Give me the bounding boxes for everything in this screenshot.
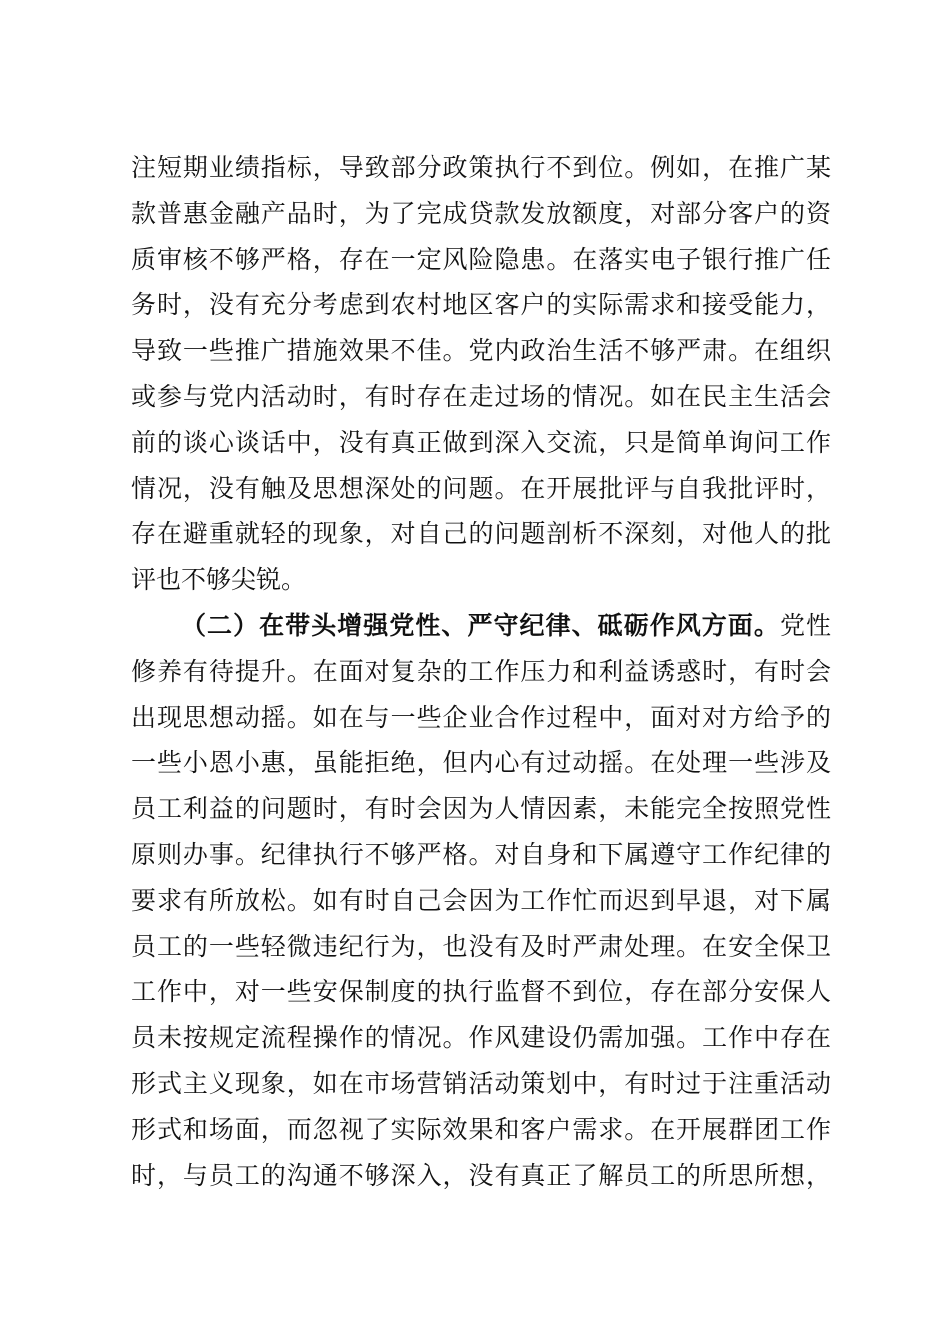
heading-line-text: 党性 bbox=[779, 610, 831, 640]
text-line: 员未按规定流程操作的情况。作风建设仍需加强。工作中存在 bbox=[131, 1023, 831, 1053]
text-line: 要求有所放松。如有时自己会因为工作忙而迟到早退，对下属 bbox=[131, 885, 831, 915]
text-line: 出现思想动摇。如在与一些企业合作过程中，面对对方给予的 bbox=[131, 702, 831, 732]
text-line: 前的谈心谈话中，没有真正做到深入交流，只是简单询问工作 bbox=[131, 427, 831, 457]
body-text bbox=[131, 145, 831, 1198]
text-line: 一些小恩小惠，虽能拒绝，但内心有过动摇。在处理一些涉及 bbox=[131, 748, 831, 778]
section-heading-line bbox=[131, 603, 831, 649]
text-line: 或参与党内活动时，有时存在走过场的情况。如在民主生活会 bbox=[131, 381, 831, 411]
text-line: 存在避重就轻的现象，对自己的问题剖析不深刻，对他人的批 bbox=[131, 519, 831, 549]
text-line: 款普惠金融产品时，为了完成贷款发放额度，对部分客户的资 bbox=[131, 198, 831, 228]
text-line: 工作中，对一些安保制度的执行监督不到位，存在部分安保人 bbox=[131, 977, 831, 1007]
text-line: 形式和场面，而忽视了实际效果和客户需求。在开展群团工作 bbox=[131, 1114, 831, 1144]
text-line: 注短期业绩指标，导致部分政策执行不到位。例如，在推广某 bbox=[131, 153, 831, 182]
text-line: 时，与员工的沟通不够深入，没有真正了解员工的所思所想， bbox=[131, 1160, 831, 1190]
text-line: 质审核不够严格，存在一定风险隐患。在落实电子银行推广任 bbox=[131, 244, 831, 274]
text-line: 情况，没有触及思想深处的问题。在开展批评与自我批评时， bbox=[131, 473, 831, 503]
text-line: 修养有待提升。在面对复杂的工作压力和利益诱惑时，有时会 bbox=[131, 656, 831, 686]
text-line: 原则办事。纪律执行不够严格。对自身和下属遵守工作纪律的 bbox=[131, 839, 831, 869]
text-line: 评也不够尖锐。 bbox=[131, 565, 307, 595]
text-line: 导致一些推广措施效果不佳。党内政治生活不够严肃。在组织 bbox=[131, 336, 831, 366]
text-line: 务时，没有充分考虑到农村地区客户的实际需求和接受能力， bbox=[131, 290, 831, 320]
text-line: 员工利益的问题时，有时会因为人情因素，未能完全按照党性 bbox=[131, 794, 831, 824]
section-heading: （二）在带头增强党性、严守纪律、砥砺作风方面。 bbox=[181, 610, 780, 640]
text-line: 员工的一些轻微违纪行为，也没有及时严肃处理。在安全保卫 bbox=[131, 931, 831, 961]
text-line: 形式主义现象，如在市场营销活动策划中，有时过于注重活动 bbox=[131, 1068, 831, 1098]
